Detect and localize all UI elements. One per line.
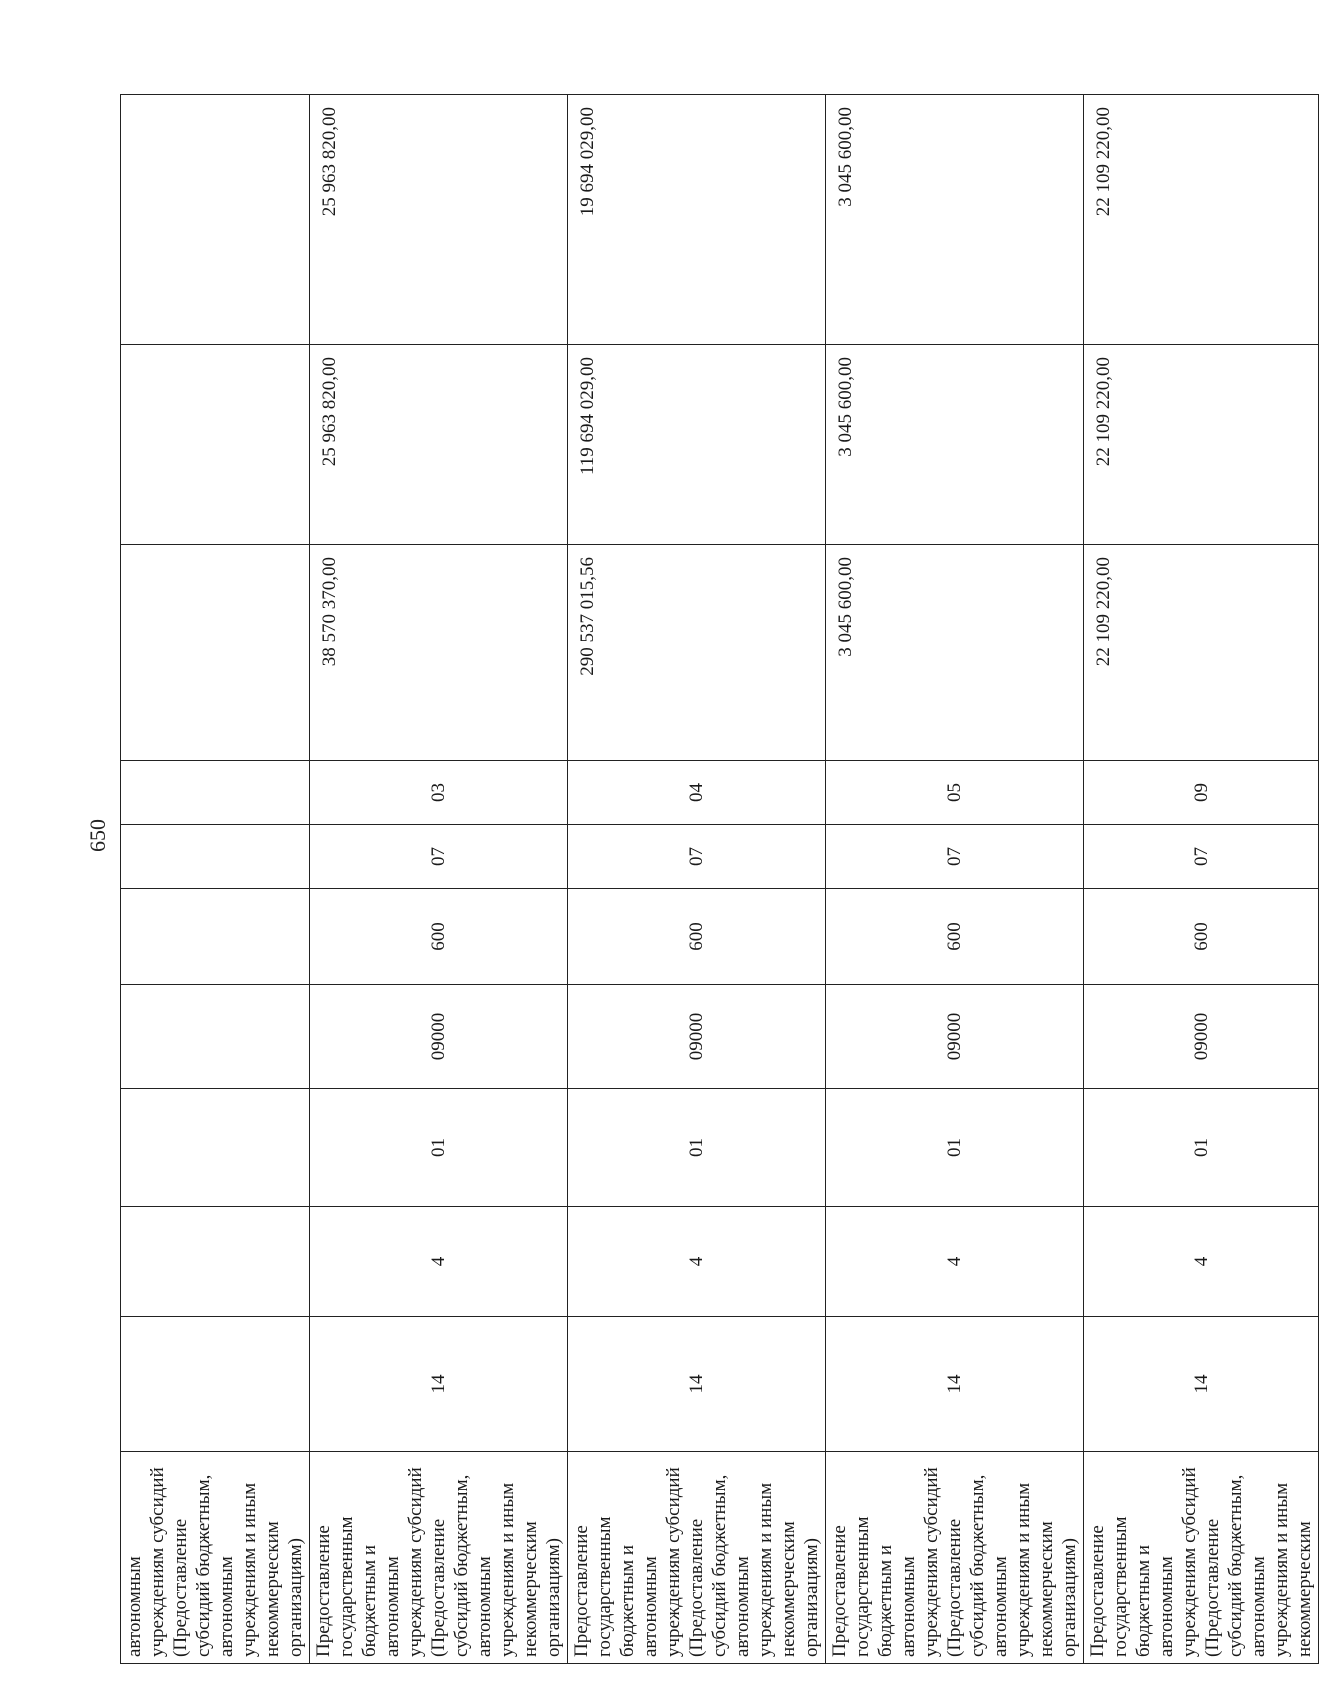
amount-cell: 119 694 029,00 [568, 345, 826, 545]
code-cell: 04 [568, 761, 826, 825]
code-cell: 14 [568, 1317, 826, 1452]
code-cell: 14 [826, 1317, 1084, 1452]
code-cell: 07 [310, 825, 568, 889]
code-cell [121, 889, 310, 985]
row-description: Предоставление государственным бюджетным и автономным учреждениям субсидий (Предоставление субсидий бюджетным, автономным учреждениям и иным некоммерческим организациям) [826, 1452, 1084, 1664]
code-cell: 07 [568, 825, 826, 889]
amount-cell: 290 537 015,56 [568, 545, 826, 761]
code-cell: 07 [1084, 825, 1319, 889]
code-cell: 4 [310, 1207, 568, 1317]
code-cell: 01 [568, 1089, 826, 1207]
code-cell: 03 [310, 761, 568, 825]
code-cell: 01 [310, 1089, 568, 1207]
code-cell: 600 [1084, 889, 1319, 985]
amount-cell [121, 545, 310, 761]
code-cell: 4 [568, 1207, 826, 1317]
budget-table [120, 94, 1319, 1664]
row-description: Предоставление государственным бюджетным и автономным учреждениям субсидий (Предоставление субсидий бюджетным, автономным учреждениям и иным некоммерческим [1084, 1452, 1319, 1664]
code-cell [121, 1317, 310, 1452]
row-description: автономным учреждениям субсидий (Предоставление субсидий бюджетным, автономным учреждениям и иным некоммерческим организациям) [121, 1452, 310, 1664]
table-row [568, 95, 826, 1664]
code-cell: 01 [826, 1089, 1084, 1207]
code-cell: 600 [826, 889, 1084, 985]
code-cell [121, 761, 310, 825]
amount-cell: 22 109 220,00 [1084, 345, 1319, 545]
code-cell: 4 [1084, 1207, 1319, 1317]
row-description: Предоставление государственным бюджетным и автономным учреждениям субсидий (Предоставление субсидий бюджетным, автономным учреждениям и иным некоммерческим организациям) [568, 1452, 826, 1664]
code-cell: 14 [1084, 1317, 1319, 1452]
code-cell: 05 [826, 761, 1084, 825]
amount-cell: 22 109 220,00 [1084, 545, 1319, 761]
code-cell: 09000 [1084, 985, 1319, 1089]
table-row [310, 95, 568, 1664]
code-cell [121, 1207, 310, 1317]
code-cell: 4 [826, 1207, 1084, 1317]
amount-cell [121, 95, 310, 345]
amount-cell: 25 963 820,00 [310, 95, 568, 345]
amount-cell: 22 109 220,00 [1084, 95, 1319, 345]
code-cell: 09000 [826, 985, 1084, 1089]
code-cell: 09000 [310, 985, 568, 1089]
table-row [1084, 95, 1319, 1664]
code-cell: 07 [826, 825, 1084, 889]
row-description: Предоставление государственным бюджетным и автономным учреждениям субсидий (Предоставление субсидий бюджетным, автономным учреждениям и иным некоммерческим организациям) [310, 1452, 568, 1664]
code-cell: 09000 [568, 985, 826, 1089]
code-cell [121, 825, 310, 889]
amount-cell: 19 694 029,00 [568, 95, 826, 345]
code-cell [121, 1089, 310, 1207]
code-cell: 01 [1084, 1089, 1319, 1207]
code-cell: 600 [568, 889, 826, 985]
amount-cell: 25 963 820,00 [310, 345, 568, 545]
code-cell [121, 985, 310, 1089]
amount-cell [121, 345, 310, 545]
page-number: 650 [85, 819, 110, 852]
amount-cell: 38 570 370,00 [310, 545, 568, 761]
code-cell: 14 [310, 1317, 568, 1452]
code-cell: 600 [310, 889, 568, 985]
amount-cell: 3 045 600,00 [826, 345, 1084, 545]
amount-cell: 3 045 600,00 [826, 545, 1084, 761]
amount-cell: 3 045 600,00 [826, 95, 1084, 345]
table-row [826, 95, 1084, 1664]
code-cell: 09 [1084, 761, 1319, 825]
table-row [121, 95, 310, 1664]
